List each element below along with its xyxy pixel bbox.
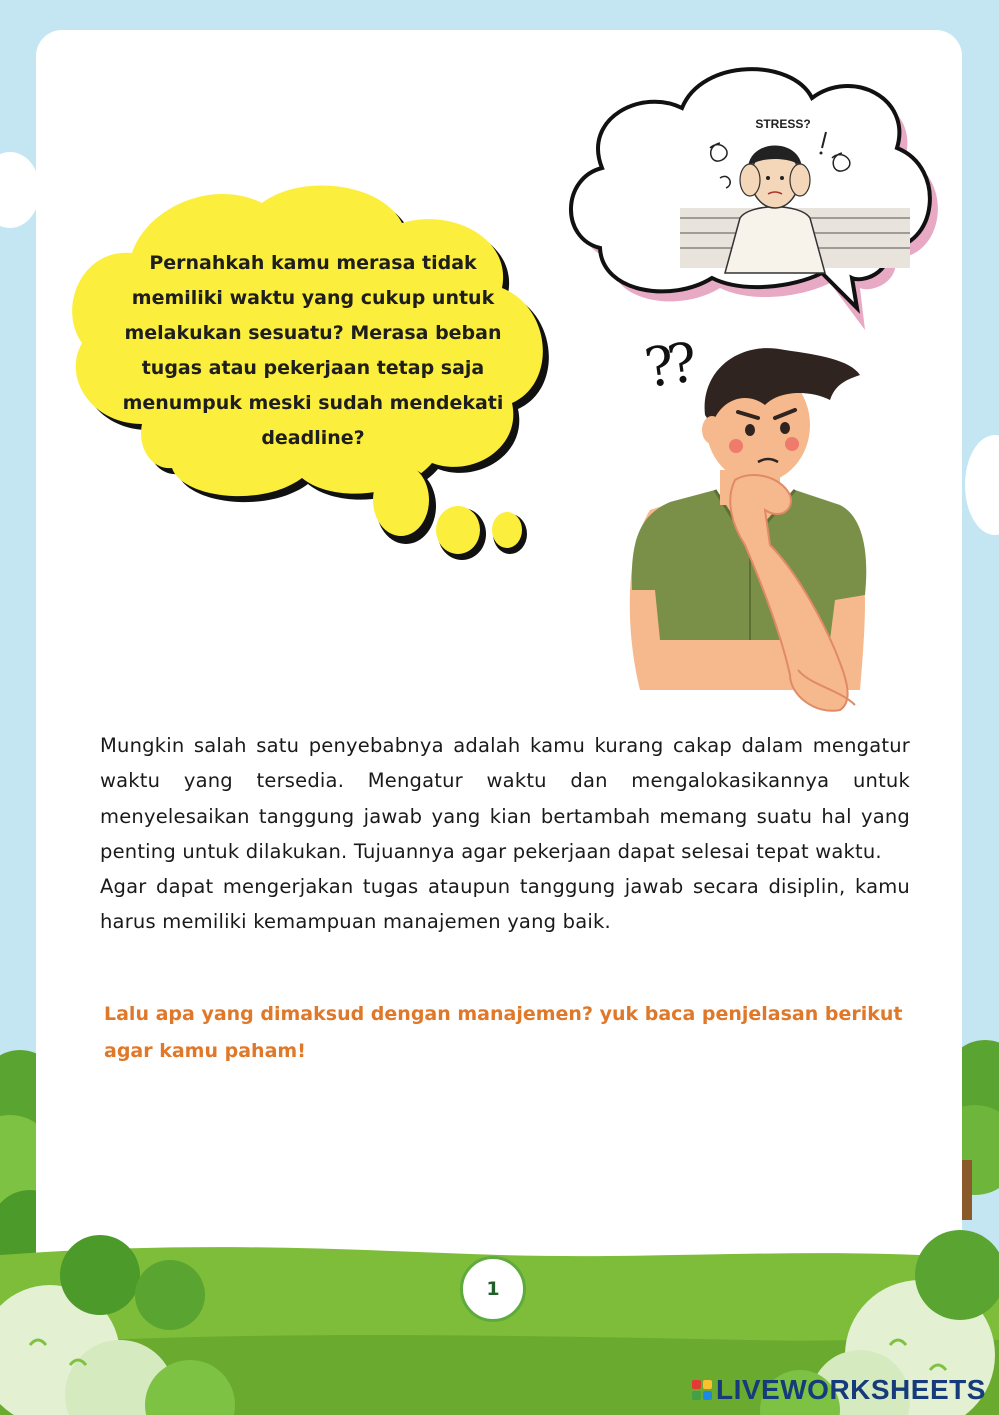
- page-number-badge: 1: [460, 1256, 526, 1322]
- stress-label: STRESS?: [755, 117, 811, 131]
- cloud-left: [0, 150, 40, 230]
- thought-bubble-text: Pernahkah kamu merasa tidak memiliki waktu yang cukup untuk melakukan sesuatu? Merasa beban tugas atau pekerjaan tetap saja menumpuk meski sudah mendekati deadline?: [122, 252, 504, 449]
- question-marks: ??: [640, 331, 695, 400]
- body-paragraph-2: Agar dapat mengerjakan tugas ataupun tanggung jawab secara disiplin, kamu harus memiliki kemampuan manajemen yang baik.: [100, 875, 910, 934]
- liveworksheets-logo: [692, 1373, 986, 1407]
- stress-thought-bubble: [570, 68, 950, 330]
- body-text: [100, 728, 910, 940]
- body-paragraph-1: Mungkin salah satu penyebabnya adalah kamu kurang cakap dalam mengatur waktu yang tersedia. Mengatur waktu dan mengalokasikannya untuk menyelesaikan tanggung jawab yang kian bertambah memang suatu hal yang penting untuk dilakukan. Tujuannya agar pekerjaan dapat selesai tepat waktu.: [100, 734, 910, 863]
- logo-wordmark: LIVEWORKSHEETS: [716, 1374, 986, 1405]
- highlight-question: Lalu apa yang dimaksud dengan manajemen? yuk baca penjelasan berikut agar kamu paham!: [104, 1003, 903, 1062]
- logo-cubes-icon: [692, 1380, 712, 1400]
